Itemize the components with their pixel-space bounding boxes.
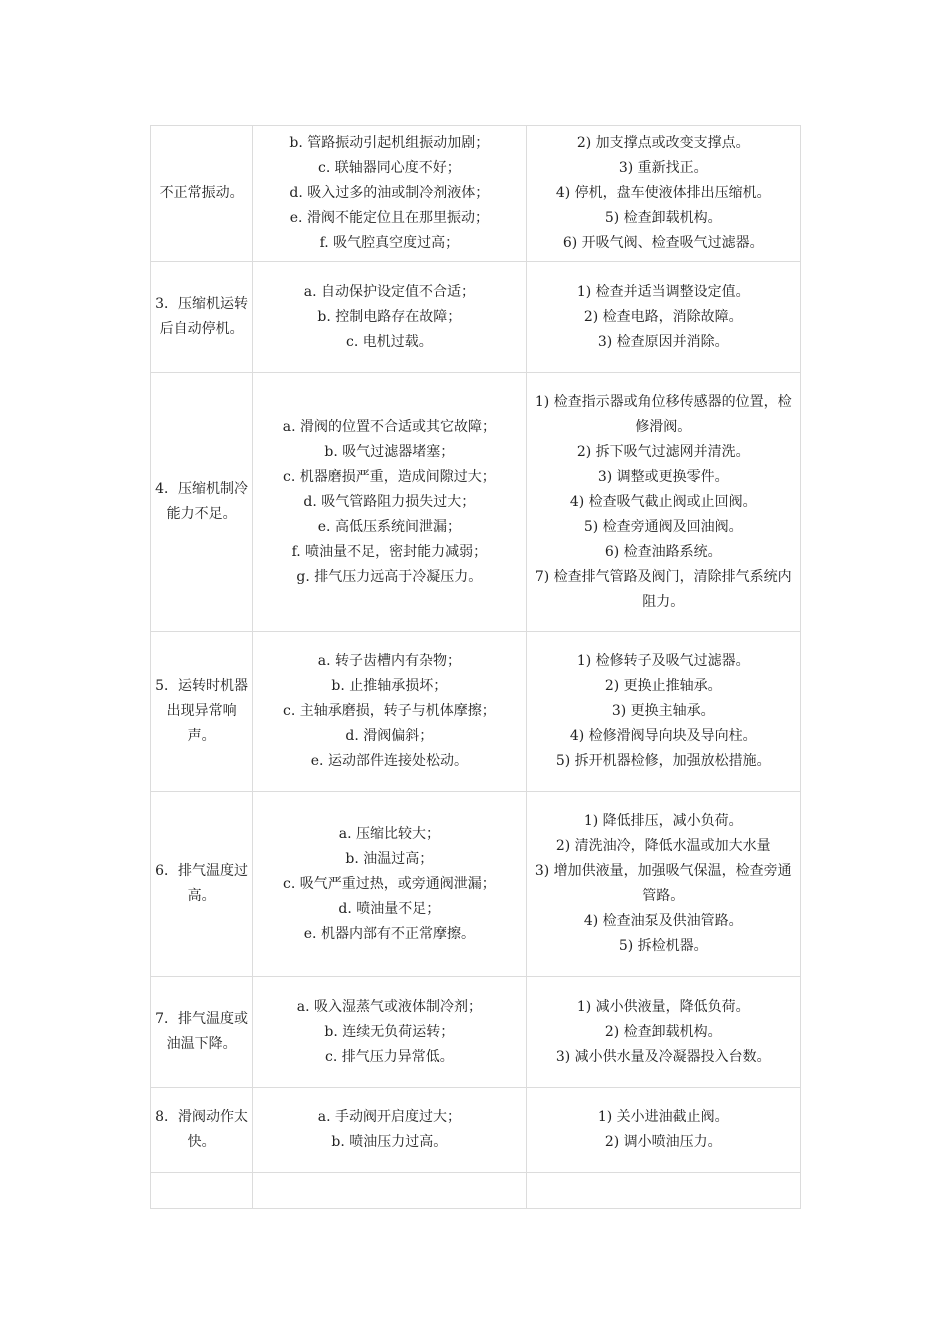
cause-item: f. 吸气腔真空度过高； (319, 235, 460, 251)
cause-item: c. 主轴承磨损，转子与机体摩擦； (282, 703, 496, 719)
remedy-item: 2) 加支撑点或改变支撑点。 (576, 135, 750, 151)
remedy-item: 1) 减小供液量，降低负荷。 (576, 998, 750, 1015)
cause-item: a. 自动保护设定值不合适； (303, 283, 475, 300)
table-row (151, 977, 801, 1088)
remedy-item: 4) 检修滑阀导向块及导向柱。 (569, 728, 757, 744)
cause-item: f. 喷油量不足，密封能力减弱； (291, 543, 488, 560)
remedy-item: 6) 开吸气阀、检查吸气过滤器。 (562, 235, 764, 251)
fault-table-body (151, 126, 801, 1209)
remedy-item: 3) 重新找正。 (618, 160, 708, 176)
cause-item: b. 连续无负荷运转； (324, 1023, 455, 1040)
cause-item: a. 转子齿槽内有杂物； (317, 653, 461, 669)
remedy-item: 2) 拆下吸气过滤网并清洗。 (576, 443, 750, 460)
cause-item: e. 滑阀不能定位且在那里振动； (289, 210, 489, 226)
cause-item: d. 喷油量不足； (338, 900, 441, 917)
empty-cell (526, 1173, 800, 1209)
remedy-item: 3) 增加供液量，加强吸气保温，检查旁通管路。 (534, 863, 792, 904)
empty-cell (253, 1173, 526, 1209)
empty-row (151, 1173, 801, 1209)
cause-item: c. 排气压力异常低。 (324, 1048, 454, 1065)
empty-cell (151, 1173, 253, 1209)
remedy-item: 3) 检查原因并消除。 (597, 333, 729, 350)
cause-item: a. 滑阀的位置不合适或其它故障； (282, 418, 496, 435)
remedy-item: 2) 调小喷油压力。 (604, 1134, 722, 1150)
cause-item: d. 滑阀偏斜； (345, 728, 434, 744)
remedies-cell (526, 1088, 800, 1173)
remedy-item: 7) 检查排气管路及阀门，清除排气系统内阻力。 (534, 568, 792, 610)
table-row (151, 1088, 801, 1173)
fault-table (150, 125, 801, 1209)
remedy-item: 4) 检查吸气截止阀或止回阀。 (569, 493, 757, 510)
cause-item: b. 控制电路存在故障； (317, 308, 462, 325)
remedy-item: 2) 清洗油冷，降低水温或加大水量 (555, 838, 771, 854)
table-row (151, 126, 801, 262)
cause-item: e. 机器内部有不正常摩擦。 (303, 925, 475, 942)
remedy-item: 2) 检查电路，消除故障。 (583, 308, 743, 325)
remedies-cell (526, 373, 800, 632)
remedy-item: 5) 拆开机器检修，加强放松措施。 (555, 753, 771, 769)
table-row (151, 792, 801, 977)
cause-item: a. 压缩比较大； (338, 825, 440, 842)
remedy-item: 4) 检查油泵及供油管路。 (583, 913, 743, 929)
cause-item: c. 电机过载。 (345, 333, 433, 350)
remedy-item: 6) 检查油路系统。 (604, 543, 722, 560)
table-row (151, 373, 801, 632)
causes-cell (253, 977, 526, 1088)
remedy-item: 1) 检修转子及吸气过滤器。 (576, 653, 750, 669)
cause-item: a. 吸入湿蒸气或液体制冷剂； (296, 998, 482, 1015)
cause-item: d. 吸气管路阻力损失过大； (303, 493, 476, 510)
table-row (151, 632, 801, 792)
causes-cell (253, 792, 526, 977)
cause-item: b. 吸气过滤器堵塞； (324, 443, 455, 460)
cause-item: d. 吸入过多的油或制冷剂液体； (289, 185, 490, 201)
table-row (151, 262, 801, 373)
cause-item: e. 高低压系统间泄漏； (317, 518, 461, 535)
remedies-cell (526, 126, 800, 262)
remedy-item: 3) 更换主轴承。 (611, 703, 715, 719)
cause-item: b. 管路振动引起机组振动加剧； (289, 135, 490, 151)
cause-item: c. 联轴器同心度不好； (317, 160, 461, 176)
remedy-item: 5) 检查旁通阀及回油阀。 (583, 518, 743, 535)
cause-item: b. 喷油压力过高。 (331, 1134, 448, 1150)
symptom-cell: 8．滑阀动作太快。 (151, 1088, 253, 1173)
symptom-cell: 不正常振动。 (151, 126, 253, 262)
symptom-cell: 5．运转时机器出现异常响声。 (151, 632, 253, 792)
remedy-item: 3) 调整或更换零件。 (597, 468, 729, 485)
cause-item: b. 油温过高； (345, 850, 434, 867)
causes-cell (253, 1088, 526, 1173)
remedy-item: 3) 减小供水量及冷凝器投入台数。 (555, 1048, 771, 1065)
remedy-item: 1) 检查指示器或角位移传感器的位置，检修滑阀。 (534, 393, 792, 435)
cause-item: e. 运动部件连接处松动。 (310, 753, 468, 769)
remedies-cell (526, 632, 800, 792)
remedy-item: 2) 检查卸载机构。 (604, 1023, 722, 1040)
cause-item: b. 止推轴承损坏； (331, 678, 448, 694)
cause-item: c. 机器磨损严重，造成间隙过大； (282, 468, 496, 485)
cause-item: c. 吸气严重过热，或旁通阀泄漏； (282, 875, 496, 892)
symptom-cell: 7．排气温度或油温下降。 (151, 977, 253, 1088)
cause-item: g. 排气压力远高于冷凝压力。 (296, 568, 483, 585)
remedies-cell (526, 792, 800, 977)
remedies-cell (526, 262, 800, 373)
remedy-item: 1) 降低排压，减小负荷。 (583, 813, 743, 829)
symptom-cell: 4．压缩机制冷能力不足。 (151, 373, 253, 632)
causes-cell (253, 126, 526, 262)
causes-cell (253, 373, 526, 632)
remedy-item: 1) 检查并适当调整设定值。 (576, 283, 750, 300)
symptom-cell: 6．排气温度过高。 (151, 792, 253, 977)
remedy-item: 5) 拆检机器。 (618, 938, 708, 954)
causes-cell (253, 632, 526, 792)
causes-cell (253, 262, 526, 373)
remedies-cell (526, 977, 800, 1088)
remedy-item: 1) 关小进油截止阀。 (597, 1109, 729, 1125)
remedy-item: 4) 停机，盘车使液体排出压缩机。 (555, 185, 771, 201)
cause-item: a. 手动阀开启度过大； (317, 1109, 461, 1125)
remedy-item: 2) 更换止推轴承。 (604, 678, 722, 694)
symptom-cell: 3．压缩机运转后自动停机。 (151, 262, 253, 373)
remedy-item: 5) 检查卸载机构。 (604, 210, 722, 226)
